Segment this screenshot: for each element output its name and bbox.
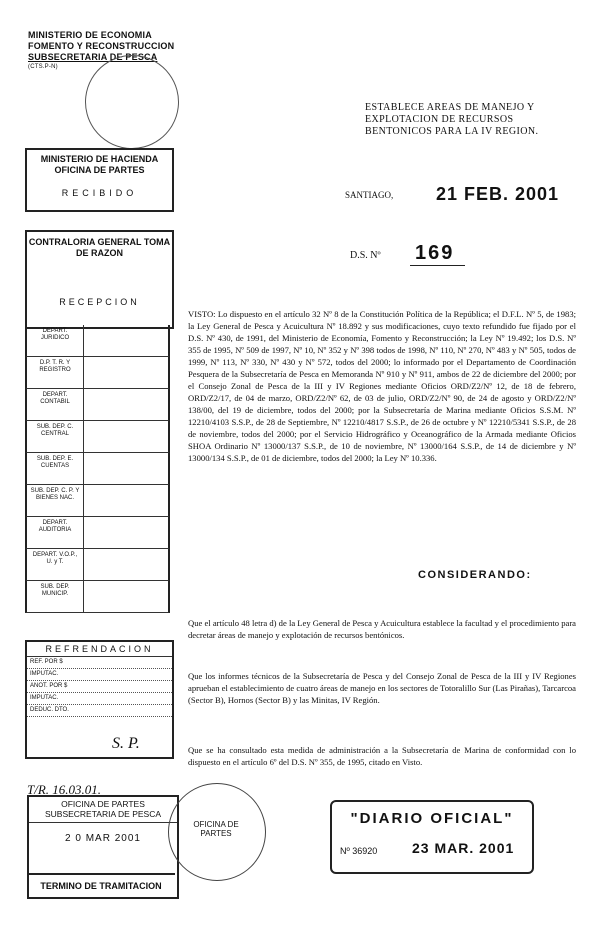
refrendacion-line: DEDUC. DTO. (27, 705, 172, 717)
department-label: DEPART. CONTABIL (40, 392, 70, 405)
place-label: SANTIAGO, (345, 190, 394, 200)
department-row (25, 325, 170, 357)
diario-oficial-stamp (330, 800, 534, 874)
refrendacion-line: ANOT. POR $ (27, 681, 172, 693)
considerando-paragraph-3: Que se ha consultado esta medida de administración a la Subsecretaría de Marina de conformidad con lo dispuesto en el artículo 6º del D.S. Nº 355, de 1995, citado en Visto. (188, 745, 576, 767)
department-row (25, 389, 170, 421)
department-label: D.P. T. R. Y REGISTRO (39, 360, 71, 373)
decree-number-label: D.S. Nº (350, 250, 381, 261)
department-row (25, 581, 170, 613)
decree-title: ESTABLECE AREAS DE MANEJO Y EXPLOTACION DE RECURSOS BENTONICOS PARA LA IV REGION. (365, 102, 539, 137)
oficina-partes-title: OFICINA DE PARTES SUBSECRETARIA DE PESCA (29, 799, 177, 823)
department-label: SUB. DEP. C. CENTRAL (36, 424, 74, 437)
department-row (25, 517, 170, 549)
department-row (25, 549, 170, 581)
handwritten-note: T/R. 16.03.01. (27, 782, 102, 797)
department-label: SUB. DEP. C. P. Y BIENES NAC. (30, 488, 80, 501)
considerando-paragraph-1: Que el artículo 48 letra d) de la Ley General de Pesca y Acuicultura establece la facultad y el procedimiento para decretar áreas de manejo y explotación de recursos bentónicos. (188, 618, 576, 640)
partes-stamp-text: OFICINA DE PARTES (193, 820, 239, 838)
termino-tramitacion: TERMINO DE TRAMITACION (27, 873, 175, 897)
header-ref: (CTS.P-N) (28, 64, 58, 70)
refrendacion-line: REF. POR $ (27, 657, 172, 669)
header-line-1: MINISTERIO DE ECONOMIA (28, 30, 152, 40)
header-line-3: SUBSECRETARIA DE PESCA (28, 52, 158, 62)
oficina-partes-date: 2 0 MAR 2001 (65, 833, 141, 844)
refrendacion-line: IMPUTAC. (27, 669, 172, 681)
diario-number: Nº 36920 (340, 846, 378, 856)
department-label: SUB. DEP. MUNICIP. (40, 584, 70, 597)
department-row (25, 357, 170, 389)
header-line-2: FOMENTO Y RECONSTRUCCION (28, 41, 175, 51)
department-row (25, 421, 170, 453)
decree-number-underline (410, 265, 465, 266)
visto-paragraph: VISTO: Lo dispuesto en el artículo 32 Nº 8 de la Constitución Política de la República; el D.F.L. Nº 5, de 1983; la Ley General de Pesca y Acuicultura Nº 18.892 y sus modificaciones, cuyo texto refundido fue fijado por el D.S. Nº 430, de 1991, del Ministerio de Economía, Fomento y Reconstrucción; la Ley Nº 19.492; los D.S. Nº 355 de 1995, Nº 509 de 1997, Nº 10, Nº 352 y Nº 398 todos de 1998, Nº 110, Nº 270, Nº 483 y Nº 505, todos de 1999, Nº 113, Nº 330, Nº 430 y Nº 572, todos del 2000; lo informado por el Departamento de Coordinación Pesquera de la Subsecretaría de Pesca en Memoranda Nº 910 y Nº 911, ambos de 22 de diciembre del 2000; por el Consejo Zonal de Pesca de la III y IV Regiones mediante Oficios ORD/Z2/Nº 12, de 18 de febrero, ORD/Z2/17, de 04 de marzo, ORD/Z2/Nº 62, de 03 de julio, ORD/Z2/Nº 90, de 24 de agosto y ORD/Z2/Nº 138/00, del 19 de diciembre, todos del 2000; por la Subsecretaría de Marina mediante Oficios S.S.M. Nº 12210/4103 S.S.P., de 28 de Septiembre, Nº 12210/4817 S.S.P., de 26 de octubre y Nº 12210/5341 S.S.P., de 28 de noviembre, todos del 2000; por el Servicio Hidrográfico y Oceanográfico de la Armada mediante Oficios SHOA Ordinario Nº 13000/137 S.S.P., de 10 de noviembre, Nº 13000/164 S.S.P., de 14 de diciembre y Nº 13000/134 S.S.P., de 01 de diciembre, todos del 2000; la Ley Nº 10.336. (188, 309, 576, 463)
hacienda-title: MINISTERIO DE HACIENDA OFICINA DE PARTES (40, 154, 159, 175)
considerando-heading: CONSIDERANDO: (418, 569, 532, 581)
contraloria-stamp-box (25, 230, 174, 329)
department-rows (25, 325, 170, 613)
refrendacion-box (25, 640, 174, 759)
department-label: DEPART. JURIDICO (40, 328, 70, 341)
department-label: DEPART. V.O.P., U. y T. (32, 552, 78, 565)
decree-date: 21 FEB. 2001 (436, 184, 560, 204)
department-label: DEPART. AUDITORIA (38, 520, 72, 533)
hacienda-received: RECIBIDO (61, 188, 138, 198)
diario-date: 23 MAR. 2001 (412, 840, 515, 856)
refrendacion-line: IMPUTAC. (27, 693, 172, 705)
hacienda-stamp-box (25, 148, 174, 212)
department-row (25, 453, 170, 485)
decree-number: 169 (415, 242, 455, 264)
department-row (25, 485, 170, 517)
refrendacion-title: REFRENDACION (27, 644, 172, 657)
contraloria-title: CONTRALORIA GENERAL TOMA DE RAZON (28, 237, 171, 258)
refrendacion-initials: S. P. (112, 735, 140, 752)
diario-title: "DIARIO OFICIAL" (350, 810, 514, 827)
department-label: SUB. DEP. E. CUENTAS (36, 456, 74, 469)
contraloria-reception: RECEPCION (59, 297, 140, 307)
considerando-paragraph-2: Que los informes técnicos de la Subsecretaría de Pesca y del Consejo Zonal de Pesca de la III y IV Regiones aprueban el establecimiento de cuatro áreas de manejo en los sectores de Totoralillo Sur (Las Pirañas), Tarcarcoa (Sector B), Hornos (Sector B) y las Minitas, IV Región. (188, 671, 576, 705)
